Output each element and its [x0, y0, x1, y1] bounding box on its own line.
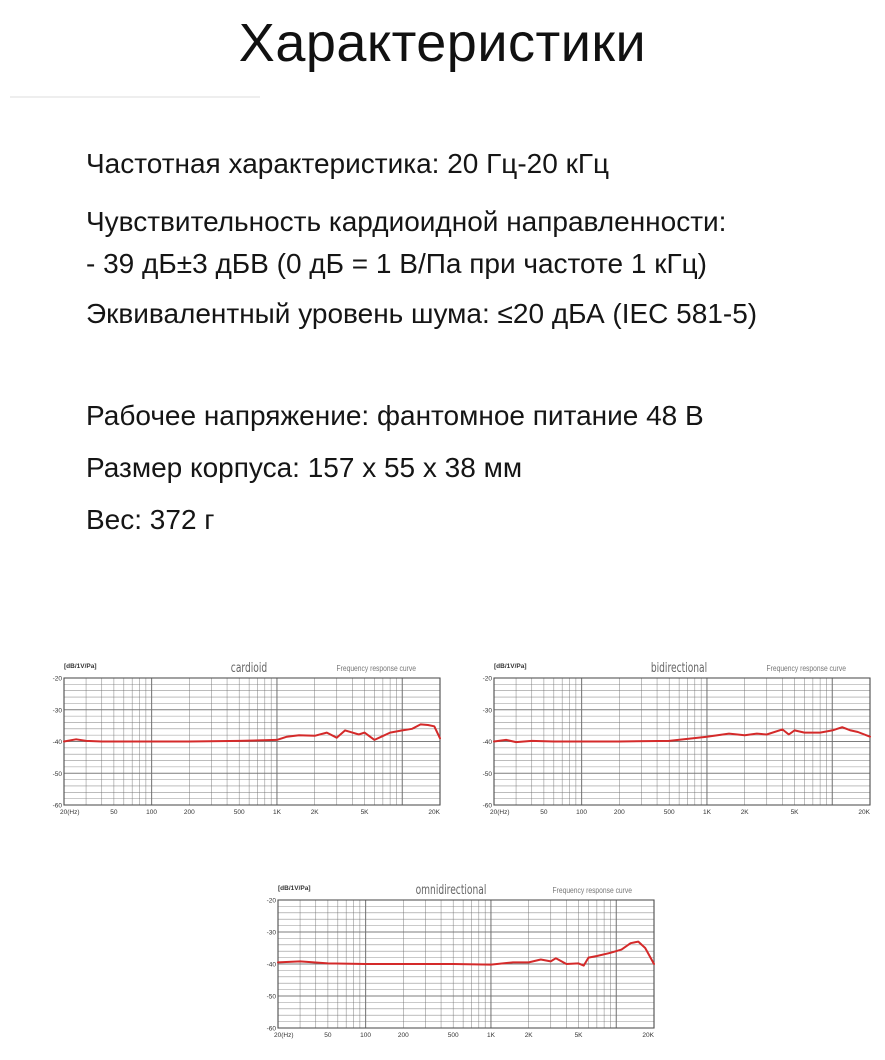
y-tick-label: -20 [52, 675, 62, 683]
chart-omnidirectional [256, 878, 660, 1050]
y-tick-label: -60 [482, 802, 492, 810]
spec-operating-voltage: Рабочее напряжение: фантомное питание 48 В [86, 400, 704, 431]
chart-title: cardioid [230, 659, 268, 676]
x-tick-label: 200 [397, 1032, 409, 1039]
x-tick-label: 50 [110, 809, 118, 816]
x-tick-label: 500 [663, 809, 675, 816]
y-tick-label: -50 [52, 770, 62, 778]
y-tick-label: -30 [266, 929, 276, 937]
chart-title: bidirectional [650, 659, 708, 676]
y-axis-label: [dB/1V/Pa] [278, 885, 311, 892]
spec-frequency-response: Частотная характеристика: 20 Гц-20 кГц [86, 148, 610, 179]
y-tick-label: -40 [52, 739, 62, 746]
y-tick-label: -60 [52, 802, 62, 810]
y-tick-label: -30 [482, 707, 492, 715]
x-tick-label: 20(Hz) [274, 1032, 294, 1039]
x-tick-label: 5K [360, 809, 369, 816]
spec-noise-level: Эквивалентный уровень шума: ≤20 дБА (IEC 581-5) [86, 298, 758, 329]
chart-subtitle: Frequency response curve [766, 663, 846, 674]
x-tick-label: 20K [642, 1032, 654, 1039]
y-tick-label: -40 [482, 739, 492, 746]
x-tick-label: 200 [183, 809, 195, 816]
x-tick-label: 5K [574, 1032, 583, 1039]
response-curve-bidirectional [494, 727, 870, 742]
x-tick-label: 20K [858, 809, 870, 816]
chart-cardioid-svg [44, 656, 444, 826]
y-tick-label: -50 [266, 993, 276, 1001]
x-tick-label: 5K [790, 809, 799, 816]
x-tick-label: 500 [447, 1032, 459, 1039]
x-tick-label: 100 [360, 1032, 372, 1039]
x-tick-label: 2K [310, 809, 319, 816]
chart-cardioid [44, 656, 444, 826]
page-title: Характеристики [238, 13, 647, 73]
x-tick-label: 100 [146, 809, 158, 816]
x-tick-label: 1K [702, 809, 711, 816]
x-tick-label: 2K [740, 809, 749, 816]
x-tick-label: 500 [233, 809, 245, 816]
y-tick-label: -30 [52, 707, 62, 715]
y-tick-label: -60 [266, 1025, 276, 1033]
x-tick-label: 20K [428, 809, 440, 816]
x-tick-label: 20(Hz) [490, 809, 510, 816]
chart-omnidirectional-svg [256, 878, 660, 1050]
chart-bidirectional-svg [474, 656, 874, 826]
x-tick-label: 100 [576, 809, 588, 816]
y-axis-label: [dB/1V/Pa] [494, 663, 527, 670]
title-divider [10, 96, 260, 98]
x-tick-label: 20(Hz) [60, 809, 80, 816]
response-curve-cardioid [64, 724, 440, 741]
y-tick-label: -50 [482, 770, 492, 778]
chart-subtitle: Frequency response curve [336, 663, 416, 674]
chart-title: omnidirectional [415, 881, 487, 898]
y-tick-label: -20 [482, 675, 492, 683]
spec-sensitivity: Чувствительность кардиоидной направленности: [86, 206, 727, 237]
spec-weight: Вес: 372 г [86, 504, 215, 535]
chart-subtitle: Frequency response curve [552, 885, 632, 896]
x-tick-label: 1K [272, 809, 281, 816]
x-tick-label: 2K [524, 1032, 533, 1039]
chart-bidirectional [474, 656, 874, 826]
y-axis-label: [dB/1V/Pa] [64, 663, 97, 670]
x-tick-label: 200 [613, 809, 625, 816]
response-curve-omnidirectional [278, 942, 654, 966]
spec-body-size: Размер корпуса: 157 х 55 х 38 мм [86, 452, 523, 483]
x-tick-label: 1K [486, 1032, 495, 1039]
spec-sensitivity-value: - 39 дБ±3 дБВ (0 дБ = 1 В/Па при частоте 1 кГц) [86, 248, 707, 279]
x-tick-label: 50 [324, 1032, 332, 1039]
y-tick-label: -40 [266, 961, 276, 969]
y-tick-label: -20 [266, 897, 276, 905]
x-tick-label: 50 [540, 809, 548, 816]
